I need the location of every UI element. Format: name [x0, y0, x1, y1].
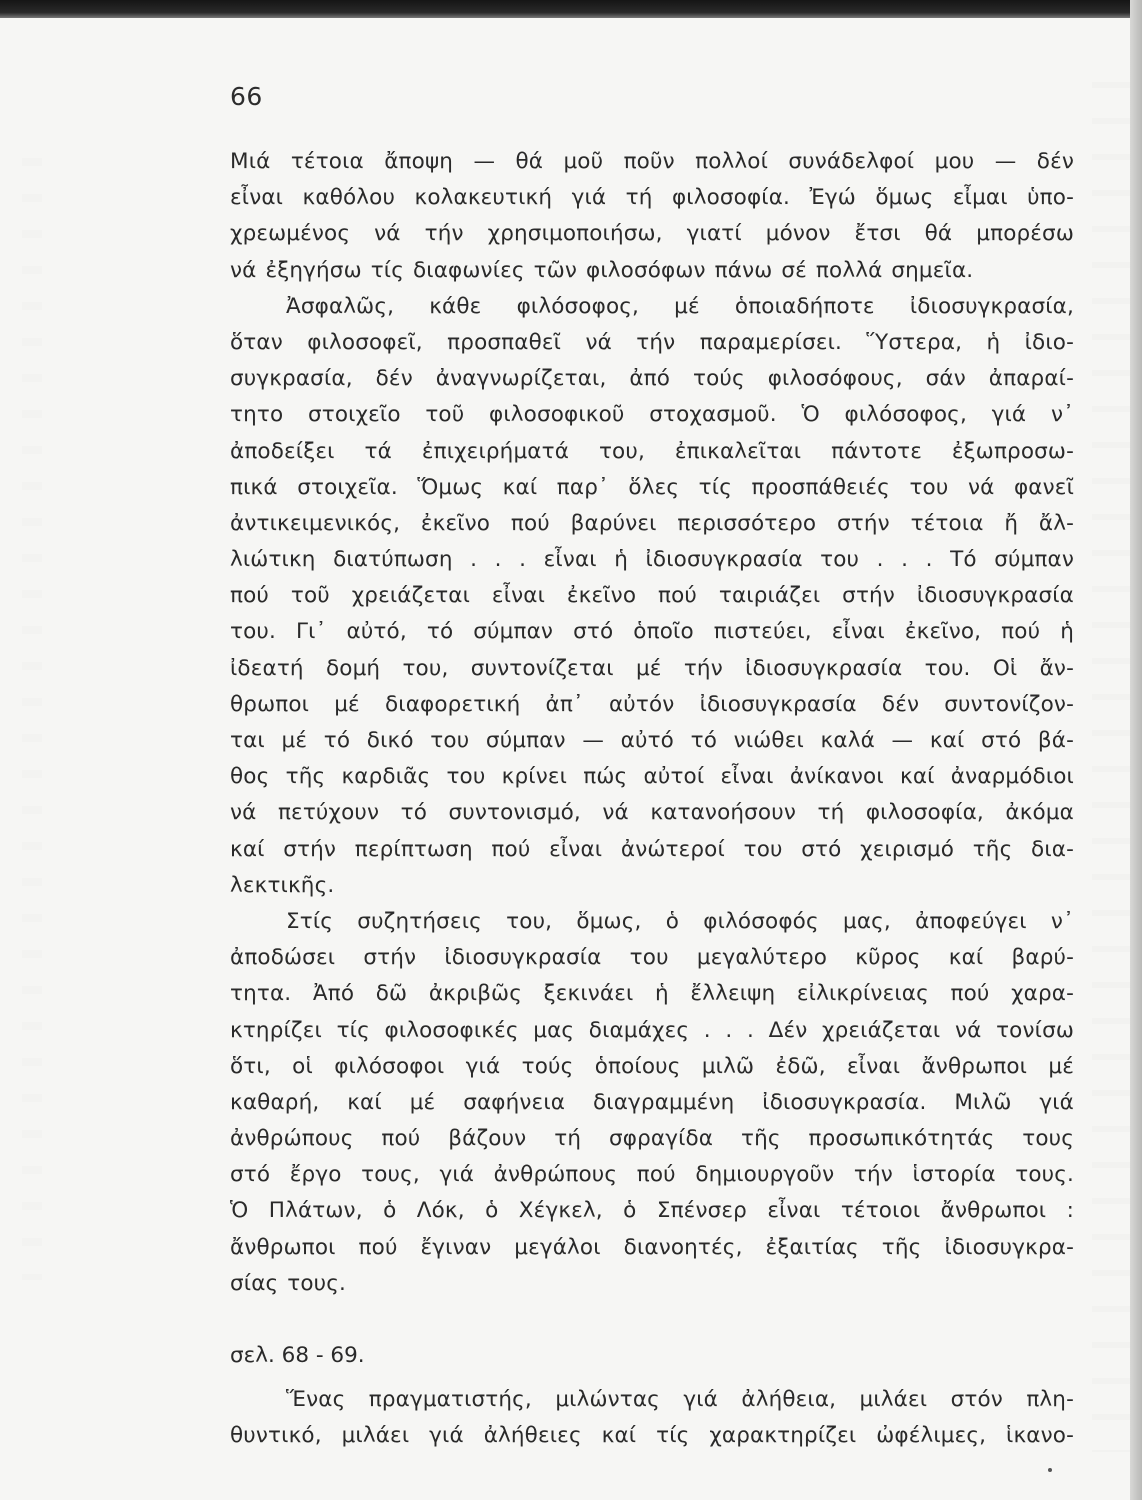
- speck-mark: [1048, 1468, 1052, 1472]
- text-line: Μιά τέτοια ἄποψη — θά μοῦ ποῦν πολλοί συνάδελφοί μου — δέν: [230, 149, 1074, 174]
- text-line: τητα. Ἀπό δῶ ἀκριβῶς ξεκινάει ἡ ἔλλειψη εἰλικρίνειας πού χαρα-: [230, 981, 1074, 1007]
- text-line: συγκρασία, δέν ἀναγνωρίζεται, ἀπό τούς φιλοσόφους, σάν ἀπαραί-: [230, 366, 1074, 392]
- text-line: ἄνθρωποι πού ἔγιναν μεγάλοι διανοητές, ἐξαιτίας τῆς ἰδιοσυγκρα-: [230, 1234, 1074, 1260]
- text-line: εἶναι καθόλου κολακευτική γιά τή φιλοσοφία. Ἐγώ ὅμως εἶμαι ὑπο-: [230, 185, 1074, 211]
- text-line: λιώτικη διατύπωση . . . εἶναι ἡ ἰδιοσυγκρασία του . . . Τό σύμπαν: [230, 547, 1074, 573]
- paragraph-gap: [230, 1302, 1074, 1338]
- text-line: νά πετύχουν τό συντονισμό, νά κατανοήσουν τή φιλοσοφία, ἀκόμα: [230, 800, 1074, 826]
- bleed-through-left: [22, 130, 42, 1280]
- text-line: ἀποδώσει στήν ἰδιοσυγκρασία του μεγαλύτερο κῦρος καί βαρύ-: [230, 945, 1074, 971]
- text-line: ται μέ τό δικό του σύμπαν — αὐτό τό νιώθει καλά — καί στό βά-: [230, 728, 1074, 753]
- text-line: θρωποι μέ διαφορετική ἀπ᾽ αὐτόν ἰδιοσυγκρασία δέν συντονίζον-: [230, 691, 1074, 717]
- text-line: Στίς συζητήσεις του, ὅμως, ὁ φιλόσοφός μας, ἀποφεύγει ν᾽: [286, 908, 1074, 934]
- text-line: ἀνθρώπους πού βάζουν τή σφραγίδα τῆς προσωπικότητάς τους: [230, 1126, 1074, 1152]
- text-line: στό ἔργο τους, γιά ἀνθρώπους πού δημιουργοῦν τήν ἱστορία τους.: [230, 1162, 1074, 1188]
- text-line: σίας τους.: [230, 1270, 347, 1296]
- text-line: ἀποδείξει τά ἐπιχειρήματά του, ἐπικαλεῖται πάντοτε ἐξωπροσω-: [230, 438, 1074, 464]
- scan-top-edge: [0, 0, 1142, 18]
- text-line: ὅταν φιλοσοφεῖ, προσπαθεῖ νά τήν παραμερίσει. Ὕστερα, ἡ ἰδιο-: [230, 329, 1074, 355]
- text-line: πικά στοιχεῖα. Ὅμως καί παρ᾽ ὅλες τίς προσπάθειές του νά φανεῖ: [230, 474, 1074, 500]
- text-line: ὅτι, οἱ φιλόσοφοι γιά τούς ὁποίους μιλῶ ἐδῶ, εἶναι ἄνθρωποι μέ: [230, 1053, 1074, 1079]
- text-line: θος τῆς καρδιᾶς του κρίνει πώς αὐτοί εἶναι ἀνίκανοι καί ἀναρμόδιοι: [230, 764, 1074, 790]
- text-line: χρεωμένος νά τήν χρησιμοποιήσω, γιατί μόνον ἔτσι θά μπορέσω: [230, 221, 1074, 247]
- text-line: του. Γι᾽ αὐτό, τό σύμπαν στό ὁποῖο πιστεύει, εἶναι ἐκεῖνο, πού ἡ: [230, 619, 1074, 645]
- text-line: κτηρίζει τίς φιλοσοφικές μας διαμάχες . . . Δέν χρειάζεται νά τονίσω: [230, 1017, 1074, 1043]
- scan-right-edge: [1130, 0, 1142, 1500]
- bleed-through-right: [1092, 52, 1130, 1452]
- text-line: ἀντικειμενικός, ἐκεῖνο πού βαρύνει περισσότερο στήν τέτοια ἤ ἄλ-: [230, 510, 1074, 536]
- text-line: Ὁ Πλάτων, ὁ Λόκ, ὁ Χέγκελ, ὁ Σπένσερ εἶναι τέτοιοι ἄνθρωποι :: [230, 1198, 1074, 1224]
- text-line: καί στήν περίπτωση πού εἶναι ἀνώτεροί του στό χειρισμό τῆς δια-: [230, 836, 1074, 862]
- text-line: θυντικό, μιλάει γιά ἀλήθειες καί τίς χαρακτηρίζει ὠφέλιμες, ἱκανο-: [230, 1423, 1074, 1449]
- text-line: λεκτικῆς.: [230, 872, 335, 898]
- text-line: πού τοῦ χρειάζεται εἶναι ἐκεῖνο πού ταιριάζει στήν ἰδιοσυγκρασία: [230, 583, 1074, 609]
- text-line: Ἕνας πραγματιστής, μιλώντας γιά ἀλήθεια, μιλάει στόν πλη-: [286, 1387, 1074, 1413]
- text-line: τητο στοιχεῖο τοῦ φιλοσοφικοῦ στοχασμοῦ. Ὁ φιλόσοφος, γιά ν᾽: [230, 402, 1074, 428]
- page-number: 66: [230, 82, 263, 111]
- text-line: καθαρή, καί μέ σαφήνεια διαγραμμένη ἰδιοσυγκρασία. Μιλῶ γιά: [230, 1089, 1074, 1115]
- page-reference: σελ. 68 - 69.: [230, 1343, 365, 1368]
- text-line: ἰδεατή δομή του, συντονίζεται μέ τήν ἰδιοσυγκρασία του. Οἱ ἄν-: [230, 655, 1074, 681]
- body-text: [230, 144, 1074, 1455]
- text-line: νά ἐξηγήσω τίς διαφωνίες τῶν φιλοσόφων πάνω σέ πολλά σημεῖα.: [230, 257, 974, 283]
- text-line: Ἀσφαλῶς, κάθε φιλόσοφος, μέ ὁποιαδήποτε ἰδιοσυγκρασία,: [286, 293, 1074, 319]
